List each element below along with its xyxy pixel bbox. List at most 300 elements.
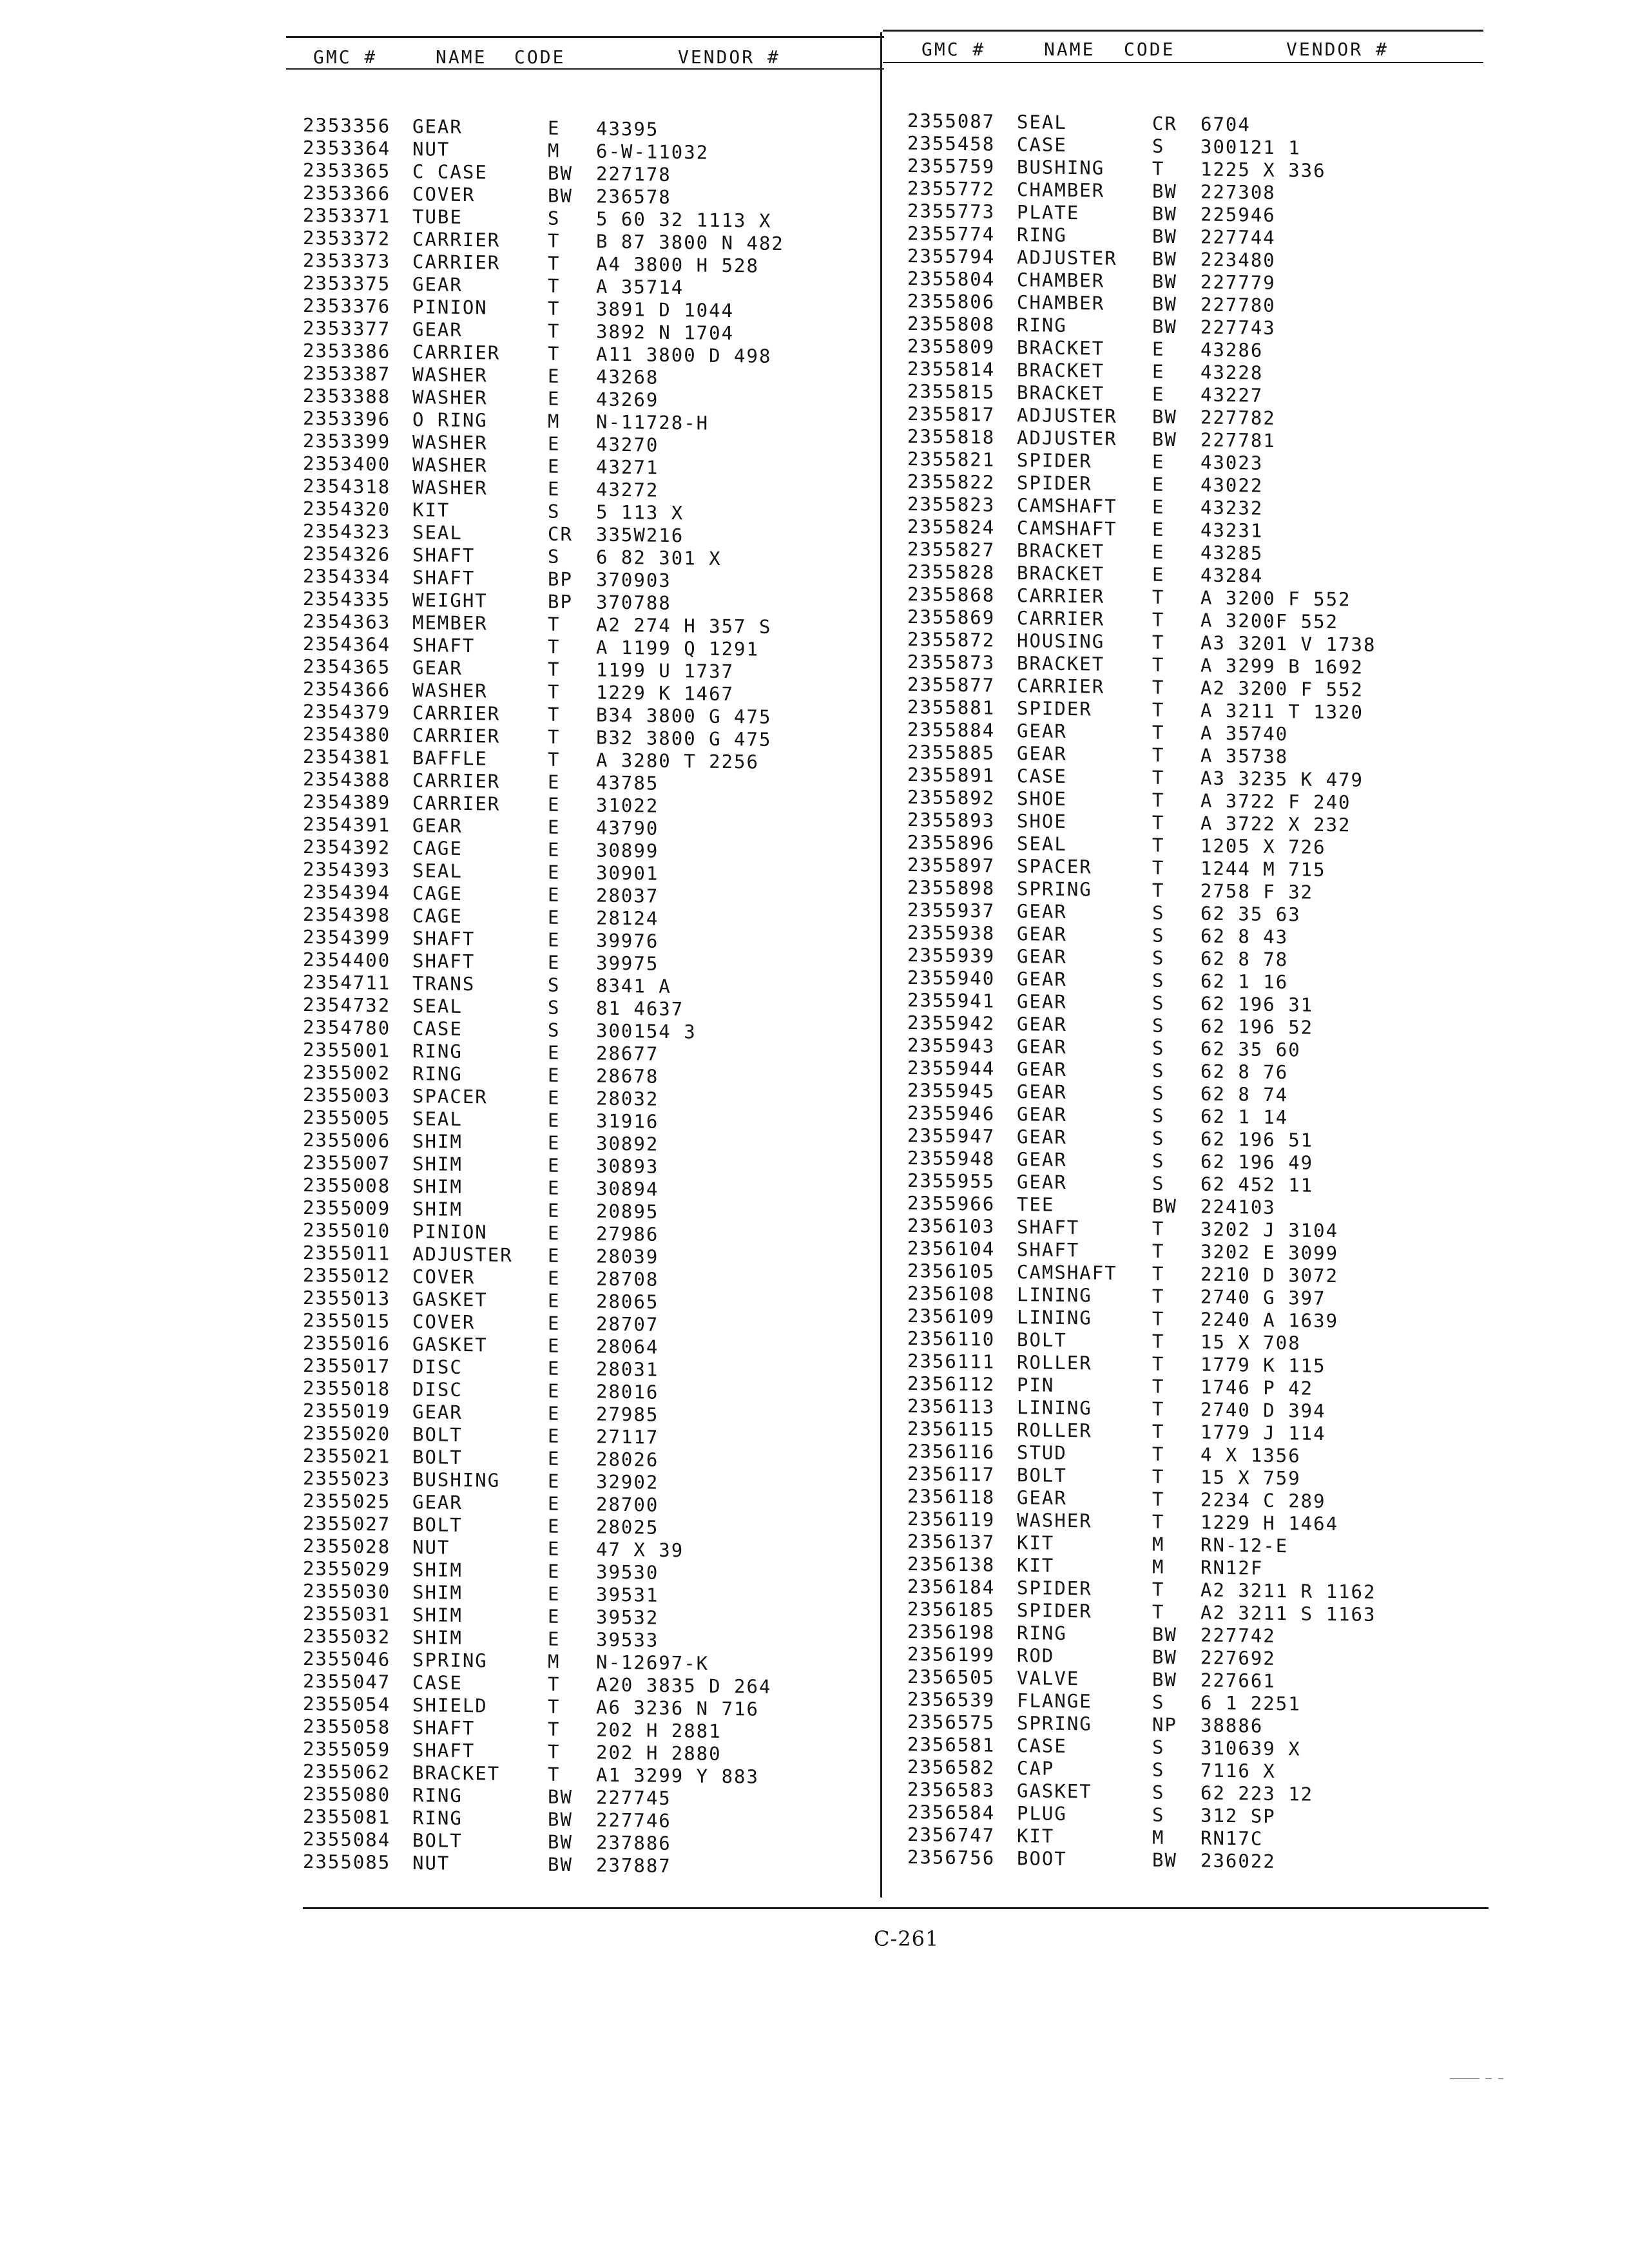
gmc-number: 2353387: [303, 362, 391, 385]
part-name: SPIDER: [1017, 1599, 1092, 1622]
gmc-number: 2354318: [303, 475, 391, 498]
name-code: E: [1152, 495, 1165, 518]
name-code: E: [548, 1425, 561, 1447]
part-name: SHAFT: [412, 634, 476, 657]
vendor-number: A2 3211 R 1162: [1200, 1579, 1376, 1603]
gmc-number: 2355806: [907, 290, 996, 313]
gmc-number: 2354326: [303, 543, 391, 566]
gmc-number: 2356119: [907, 1508, 996, 1531]
part-name: NUT: [412, 1852, 450, 1874]
part-name: SHIM: [412, 1581, 463, 1604]
left-header-code: CODE: [514, 46, 566, 68]
part-name: SPRING: [1017, 1712, 1092, 1735]
vendor-number: 2210 D 3072: [1200, 1263, 1339, 1287]
top-rule-left: [286, 36, 884, 38]
vendor-number: A 3211 T 1320: [1200, 699, 1364, 724]
part-name: KIT: [412, 499, 450, 521]
part-name: CASE: [1017, 765, 1067, 788]
name-code: NP: [1152, 1713, 1177, 1736]
part-name: CHAMBER: [1017, 269, 1105, 292]
name-code: T: [1152, 1578, 1165, 1600]
name-code: S: [1152, 901, 1165, 924]
vendor-number: 335W216: [596, 523, 684, 547]
part-name: RING: [412, 1807, 463, 1830]
name-code: T: [1152, 157, 1165, 180]
gmc-number: 2355946: [907, 1102, 996, 1125]
part-name: RING: [412, 1040, 463, 1063]
part-name: BOLT: [1017, 1464, 1067, 1487]
name-code: E: [548, 1267, 561, 1289]
gmc-number: 2355081: [303, 1805, 391, 1829]
vendor-number: RN12F: [1200, 1556, 1264, 1579]
gmc-number: 2354399: [303, 926, 391, 949]
name-code: E: [548, 1222, 561, 1244]
name-code: E: [1152, 541, 1165, 563]
vendor-number: 6-W-11032: [596, 140, 709, 164]
gmc-number: 2355025: [303, 1490, 391, 1513]
part-name: BRACKET: [1017, 562, 1105, 585]
vendor-number: 43270: [596, 433, 659, 456]
vendor-number: 62 1 14: [1200, 1105, 1289, 1129]
vendor-number: 1746 P 42: [1200, 1376, 1314, 1399]
gmc-number: 2355003: [303, 1084, 391, 1107]
vendor-number: A6 3236 N 716: [596, 1696, 759, 1720]
gmc-number: 2353373: [303, 249, 391, 273]
gmc-number: 2355966: [907, 1192, 996, 1215]
part-name: SHOE: [1017, 810, 1067, 833]
part-name: GEAR: [1017, 1081, 1067, 1104]
part-name: CASE: [412, 1671, 463, 1695]
vendor-number: 6 82 301 X: [596, 546, 722, 570]
gmc-number: 2354363: [303, 610, 391, 633]
part-name: BOLT: [412, 1514, 463, 1537]
part-name: SHIM: [412, 1626, 463, 1649]
vendor-number: 62 8 43: [1200, 925, 1289, 948]
name-code: S: [548, 1019, 561, 1041]
gmc-number: 2355824: [907, 515, 996, 539]
name-code: M: [1152, 1826, 1165, 1849]
gmc-number: 2355885: [907, 741, 996, 764]
gmc-number: 2353376: [303, 294, 391, 318]
part-name: BRACKET: [412, 1762, 501, 1785]
vendor-number: 202 H 2880: [596, 1741, 722, 1765]
vendor-number: 28031: [596, 1358, 659, 1381]
name-code: T: [1152, 608, 1165, 631]
gmc-number: 2354379: [303, 700, 391, 724]
vendor-number: 28026: [596, 1448, 659, 1471]
gmc-number: 2354400: [303, 948, 391, 972]
gmc-number: 2355815: [907, 380, 996, 403]
name-code: S: [1152, 1758, 1165, 1781]
part-name: GEAR: [1017, 1035, 1067, 1059]
name-code: T: [1152, 1600, 1165, 1623]
gmc-number: 2355947: [907, 1124, 996, 1148]
part-name: SEAL: [412, 1108, 463, 1131]
name-code: T: [548, 252, 561, 274]
part-name: RING: [412, 1784, 463, 1807]
vendor-number: 43285: [1200, 541, 1264, 564]
name-code: T: [1152, 1420, 1165, 1443]
name-code: S: [1152, 135, 1165, 157]
part-name: ADJUSTER: [1017, 246, 1117, 269]
part-name: LINING: [1017, 1396, 1092, 1419]
name-code: T: [548, 703, 561, 726]
gmc-number: 2355869: [907, 606, 996, 629]
name-code: E: [548, 1041, 561, 1064]
vendor-number: 1779 K 115: [1200, 1353, 1326, 1377]
name-code: BW: [1152, 315, 1177, 338]
gmc-number: 2354398: [303, 903, 391, 927]
vendor-number: 15 X 708: [1200, 1331, 1301, 1354]
part-name: GEAR: [1017, 900, 1067, 923]
name-code: E: [1152, 563, 1165, 586]
part-name: GEAR: [1017, 968, 1067, 991]
part-name: MEMBER: [412, 611, 488, 635]
name-code: E: [548, 771, 561, 793]
name-code: T: [1152, 1465, 1165, 1488]
vendor-number: 20895: [596, 1200, 659, 1223]
part-name: CARRIER: [1017, 675, 1105, 698]
part-name: COVER: [412, 1265, 476, 1289]
scan-mark: [1485, 2078, 1492, 2079]
name-code: T: [548, 680, 561, 703]
part-name: GEAR: [1017, 990, 1067, 1014]
vendor-number: 1229 H 1464: [1200, 1511, 1339, 1535]
part-name: SHAFT: [1017, 1216, 1080, 1239]
vendor-number: 227781: [1200, 428, 1276, 452]
name-code: E: [548, 1086, 561, 1109]
part-name: CAMSHAFT: [1017, 517, 1117, 540]
vendor-number: 30901: [596, 861, 659, 885]
gmc-number: 2355007: [303, 1151, 391, 1175]
vendor-number: 225946: [1200, 203, 1276, 226]
name-code: S: [1152, 1037, 1165, 1059]
part-name: CAGE: [412, 837, 463, 860]
part-name: SPRING: [412, 1649, 488, 1672]
scan-mark: [1450, 2078, 1480, 2079]
part-name: NUT: [412, 1536, 450, 1559]
name-code: T: [548, 1673, 561, 1695]
gmc-number: 2356756: [907, 1846, 996, 1869]
gmc-number: 2355897: [907, 854, 996, 877]
vendor-number: 62 8 76: [1200, 1060, 1289, 1084]
vendor-number: 6 1 2251: [1200, 1691, 1301, 1715]
gmc-number: 2356118: [907, 1485, 996, 1508]
vendor-number: 370788: [596, 591, 671, 614]
gmc-number: 2353400: [303, 452, 391, 476]
gmc-number: 2354711: [303, 971, 391, 994]
part-name: GEAR: [412, 1401, 463, 1424]
vendor-number: A 3200 F 552: [1200, 586, 1351, 611]
vendor-number: 62 196 49: [1200, 1150, 1314, 1174]
gmc-number: 2356185: [907, 1598, 996, 1621]
name-code: E: [548, 906, 561, 928]
part-name: COVER: [412, 1311, 476, 1334]
name-code: E: [548, 1402, 561, 1425]
vendor-number: 370903: [596, 568, 671, 591]
gmc-number: 2355772: [907, 177, 996, 200]
vendor-number: 43232: [1200, 496, 1264, 519]
right-header-name: NAME: [1044, 39, 1095, 60]
vendor-number: 28707: [596, 1312, 659, 1336]
gmc-number: 2356109: [907, 1305, 996, 1328]
name-code: S: [1152, 1127, 1165, 1149]
gmc-number: 2355817: [907, 403, 996, 426]
name-code: S: [548, 974, 561, 996]
part-name: SHIM: [412, 1198, 463, 1221]
gmc-number: 2355017: [303, 1354, 391, 1378]
name-code: S: [1152, 947, 1165, 969]
vendor-number: N-12697-K: [596, 1651, 709, 1675]
gmc-number: 2355458: [907, 132, 996, 155]
gmc-number: 2355893: [907, 809, 996, 832]
vendor-number: 62 8 74: [1200, 1082, 1289, 1106]
part-name: BOLT: [412, 1423, 463, 1446]
gmc-number: 2356105: [907, 1260, 996, 1283]
gmc-number: 2355948: [907, 1147, 996, 1170]
name-code: E: [548, 951, 561, 974]
gmc-number: 2355818: [907, 425, 996, 448]
vendor-number: 7116 X: [1200, 1759, 1276, 1782]
name-code: E: [1152, 383, 1165, 405]
vendor-number: 227743: [1200, 316, 1276, 339]
gmc-number: 2355062: [303, 1760, 391, 1783]
name-code: T: [1152, 834, 1165, 856]
vendor-number: A4 3800 H 528: [596, 253, 759, 277]
name-code: E: [548, 1154, 561, 1177]
gmc-number: 2356111: [907, 1350, 996, 1373]
gmc-number: 2356115: [907, 1418, 996, 1441]
vendor-number: 227742: [1200, 1624, 1276, 1647]
part-name: KIT: [1017, 1532, 1055, 1554]
vendor-number: A 35740: [1200, 722, 1289, 745]
name-code: T: [1152, 1240, 1165, 1262]
part-name: WASHER: [1017, 1509, 1092, 1532]
gmc-number: 2355059: [303, 1738, 391, 1761]
name-code: M: [548, 410, 561, 432]
name-code: E: [548, 1244, 561, 1267]
right-header-vendor: VENDOR #: [1286, 39, 1389, 60]
gmc-number: 2355942: [907, 1012, 996, 1035]
part-name: BOLT: [412, 1829, 463, 1852]
part-name: WASHER: [412, 386, 488, 409]
vendor-number: 4 X 1356: [1200, 1443, 1301, 1467]
name-code: T: [1152, 856, 1165, 879]
name-code: E: [548, 861, 561, 883]
gmc-number: 2355008: [303, 1174, 391, 1197]
vendor-number: A2 274 H 357 S: [596, 613, 772, 638]
vendor-number: A 3280 T 2256: [596, 749, 759, 773]
vendor-number: 43231: [1200, 519, 1264, 542]
name-code: S: [1152, 1082, 1165, 1104]
vendor-number: A 3722 F 240: [1200, 789, 1351, 814]
vendor-number: 1229 K 1467: [596, 681, 735, 706]
part-name: HOUSING: [1017, 629, 1105, 653]
vendor-number: 62 223 12: [1200, 1782, 1314, 1805]
part-name: RING: [1017, 224, 1067, 247]
part-name: GEAR: [1017, 1171, 1067, 1194]
vendor-number: A 3200F 552: [1200, 609, 1339, 633]
part-name: TEE: [1017, 1193, 1055, 1216]
part-name: SPIDER: [1017, 1577, 1092, 1600]
gmc-number: 2356104: [907, 1237, 996, 1260]
vendor-number: 312 SP: [1200, 1804, 1276, 1827]
vendor-number: 28037: [596, 884, 659, 907]
part-name: ADJUSTER: [412, 1243, 513, 1266]
part-name: SPIDER: [1017, 449, 1092, 472]
vendor-number: 43271: [596, 456, 659, 479]
name-code: E: [548, 387, 561, 410]
vendor-number: 202 H 2881: [596, 1718, 722, 1742]
gmc-number: 2356110: [907, 1327, 996, 1350]
bottom-rule: [303, 1907, 1489, 1909]
name-code: T: [1152, 766, 1165, 789]
vendor-number: 43284: [1200, 564, 1264, 587]
part-name: C CASE: [412, 160, 488, 184]
name-code: E: [548, 117, 561, 139]
vendor-number: 28677: [596, 1042, 659, 1065]
name-code: BW: [1152, 428, 1177, 451]
vendor-number: 8341 A: [596, 974, 671, 997]
gmc-number: 2353375: [303, 272, 391, 295]
gmc-number: 2355080: [303, 1783, 391, 1806]
name-code: S: [1152, 969, 1165, 992]
name-code: T: [1152, 1217, 1165, 1240]
name-code: E: [1152, 450, 1165, 473]
gmc-number: 2353366: [303, 182, 391, 205]
gmc-number: 2355032: [303, 1625, 391, 1648]
gmc-number: 2354389: [303, 791, 391, 814]
name-code: CR: [548, 523, 573, 546]
name-code: E: [548, 1109, 561, 1131]
name-code: E: [548, 1492, 561, 1515]
vendor-number: 39532: [596, 1606, 659, 1629]
part-name: KIT: [1017, 1554, 1055, 1577]
part-name: PLUG: [1017, 1802, 1067, 1825]
vendor-number: 28025: [596, 1515, 659, 1539]
vendor-number: 28032: [596, 1087, 659, 1110]
gmc-number: 2355021: [303, 1445, 391, 1468]
gmc-number: 2355898: [907, 876, 996, 899]
name-code: T: [1152, 586, 1165, 608]
gmc-number: 2353396: [303, 407, 391, 430]
gmc-number: 2354388: [303, 768, 391, 791]
part-name: RING: [412, 1062, 463, 1086]
part-name: BOOT: [1017, 1847, 1067, 1870]
name-code: T: [548, 342, 561, 365]
vendor-number: 1779 J 114: [1200, 1421, 1326, 1445]
name-code: T: [548, 748, 561, 771]
name-code: T: [1152, 721, 1165, 744]
part-name: GEAR: [412, 814, 463, 838]
gmc-number: 2355759: [907, 155, 996, 178]
vendor-number: 43785: [596, 771, 659, 794]
name-code: T: [548, 229, 561, 252]
vendor-number: 2740 D 394: [1200, 1398, 1326, 1422]
gmc-number: 2355821: [907, 448, 996, 471]
name-code: T: [548, 1718, 561, 1740]
name-code: T: [548, 320, 561, 342]
part-name: SHAFT: [412, 927, 476, 950]
part-name: BRACKET: [1017, 381, 1105, 405]
gmc-number: 2353356: [303, 114, 391, 137]
name-code: BW: [1152, 270, 1177, 293]
part-name: WASHER: [412, 363, 488, 387]
part-name: CAP: [1017, 1757, 1055, 1780]
vendor-number: 31022: [596, 794, 659, 817]
vendor-number: 30892: [596, 1132, 659, 1155]
vendor-number: 38886: [1200, 1714, 1264, 1737]
name-code: E: [548, 793, 561, 816]
name-code: T: [1152, 1285, 1165, 1307]
vendor-number: 27985: [596, 1403, 659, 1426]
name-code: T: [1152, 631, 1165, 653]
name-code: BW: [1152, 1195, 1177, 1218]
part-name: SPIDER: [1017, 697, 1092, 720]
part-name: CARRIER: [1017, 607, 1105, 630]
vendor-number: 5 113 X: [596, 501, 684, 524]
part-name: BUSHING: [412, 1468, 501, 1492]
vendor-number: 43268: [596, 365, 659, 389]
part-name: GEAR: [1017, 1103, 1067, 1126]
left-header-name: NAME: [436, 46, 487, 68]
name-code: BP: [548, 568, 573, 591]
vendor-number: 227780: [1200, 293, 1276, 316]
vendor-number: 310639 X: [1200, 1736, 1301, 1760]
gmc-number: 2356582: [907, 1756, 996, 1779]
gmc-number: 2354393: [303, 858, 391, 881]
name-code: T: [1152, 1443, 1165, 1465]
part-name: ROD: [1017, 1644, 1055, 1667]
part-name: GEAR: [412, 657, 463, 680]
vendor-number: 15 X 759: [1200, 1466, 1301, 1490]
vendor-number: 227692: [1200, 1646, 1276, 1669]
vendor-number: 3892 N 1704: [596, 320, 735, 345]
vendor-number: 224103: [1200, 1195, 1276, 1218]
vendor-number: 5 60 32 1113 X: [596, 207, 772, 232]
gmc-number: 2355031: [303, 1602, 391, 1626]
gmc-number: 2354320: [303, 497, 391, 521]
vendor-number: A 35714: [596, 275, 684, 299]
vendor-number: 28124: [596, 907, 659, 930]
name-code: T: [548, 1763, 561, 1785]
part-name: COVER: [412, 183, 476, 206]
gmc-number: 2353388: [303, 385, 391, 408]
name-code: E: [548, 1199, 561, 1222]
gmc-number: 2355868: [907, 583, 996, 606]
vendor-number: 1225 X 336: [1200, 158, 1326, 182]
part-name: KIT: [1017, 1825, 1055, 1847]
part-name: BAFFLE: [412, 747, 488, 770]
gmc-number: 2355087: [907, 110, 996, 133]
gmc-number: 2355937: [907, 899, 996, 922]
part-name: O RING: [412, 408, 488, 432]
gmc-number: 2355029: [303, 1557, 391, 1581]
part-name: SHIM: [412, 1153, 463, 1176]
part-name: STUD: [1017, 1441, 1067, 1465]
part-name: GEAR: [1017, 1013, 1067, 1036]
name-code: E: [548, 883, 561, 906]
name-code: S: [1152, 1691, 1165, 1713]
vendor-number: 28065: [596, 1290, 659, 1313]
name-code: S: [1152, 1149, 1165, 1172]
vendor-number: 81 4637: [596, 997, 684, 1021]
part-name: SEAL: [412, 521, 463, 544]
name-code: S: [548, 500, 561, 523]
gmc-number: 2355085: [303, 1850, 391, 1874]
part-name: CASE: [412, 1017, 463, 1041]
part-name: CAGE: [412, 882, 463, 905]
